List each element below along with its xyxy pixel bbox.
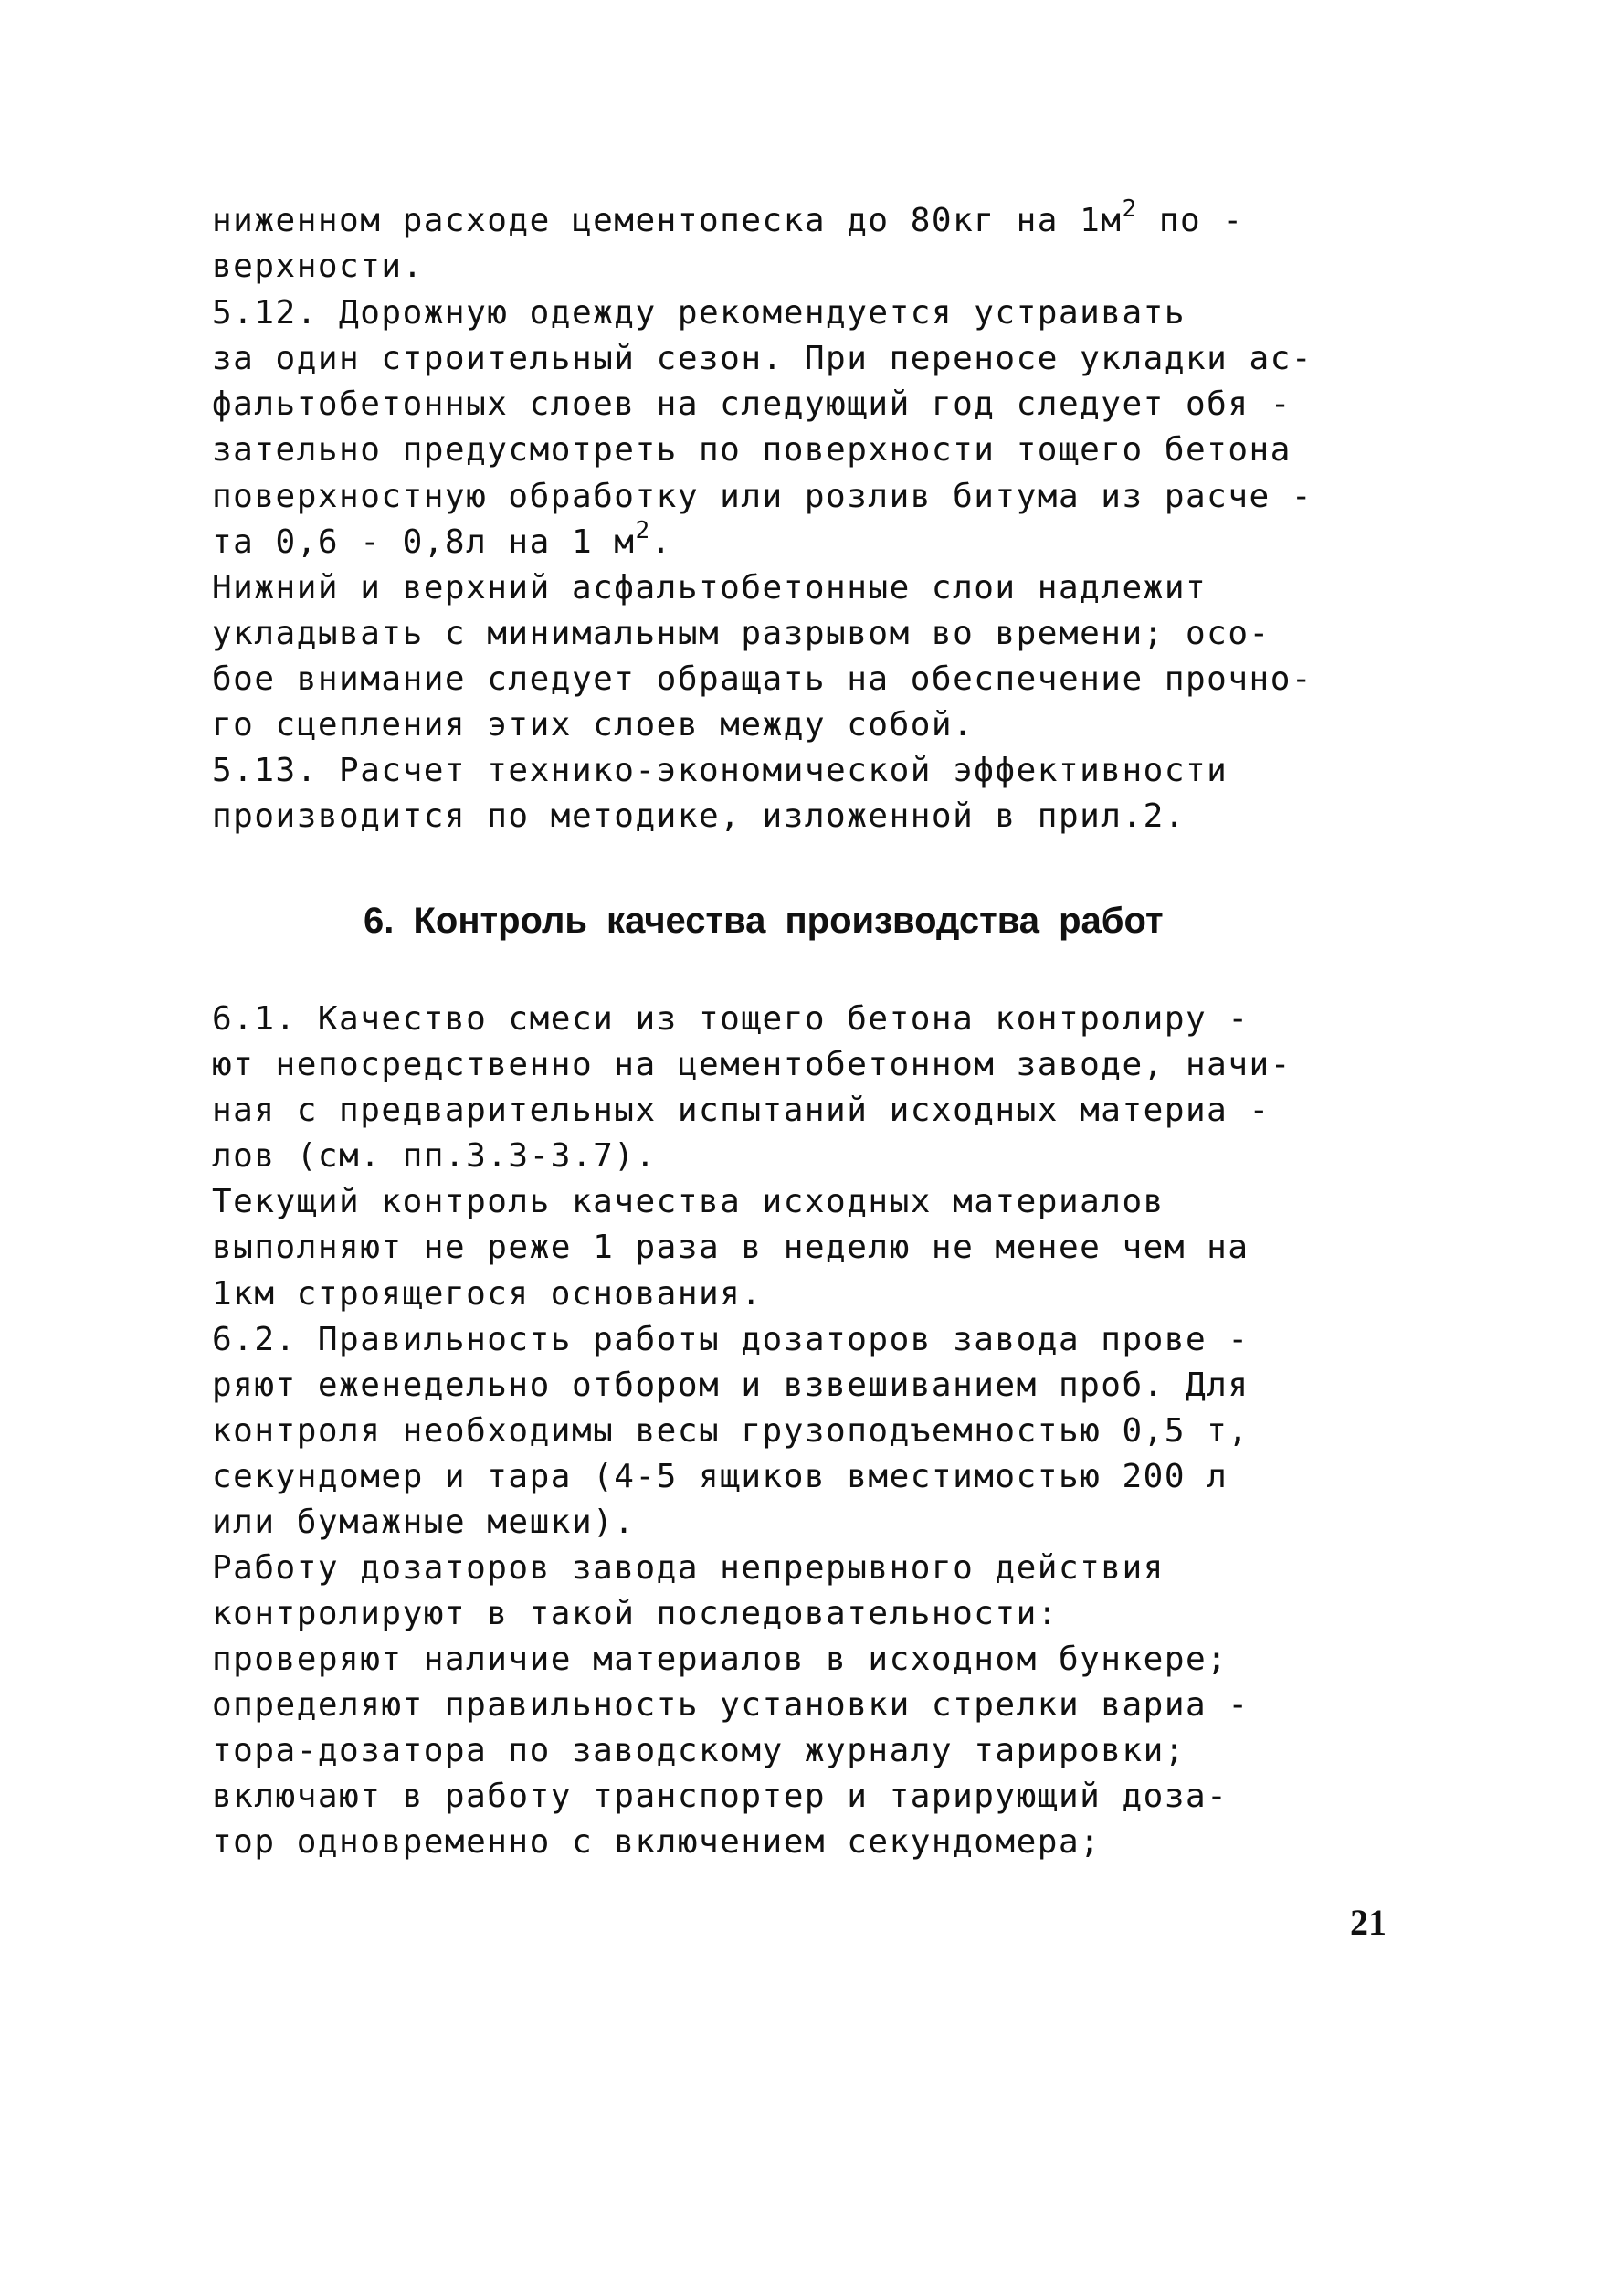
text-line: ная с предварительных испытаний исходных материа - — [212, 1092, 1271, 1129]
text-line: 5.13. Расчет технико-экономической эффективности — [212, 752, 1229, 789]
text-line: фальтобетонных слоев на следующий год следует обя - — [212, 385, 1292, 423]
text-line: та 0,6 - 0,8л на 1 $м^2$. — [212, 517, 672, 561]
text-line: 5.12. Дорожную одежду рекомендуется устраивать — [212, 294, 1186, 332]
text-line: за один строительный сезон. При переносе укладки ас- — [212, 340, 1313, 377]
text-line: Нижний и верхний асфальтобетонные слои надлежит — [212, 569, 1207, 607]
text-line: верхности. — [212, 248, 424, 285]
text-line: тор одновременно с включением секундомера; — [212, 1823, 1102, 1861]
text-line: го сцепления этих слоев между собой. — [212, 706, 975, 744]
text-line: проверяют наличие материалов в исходном бункере; — [212, 1641, 1229, 1678]
text-line: укладывать с минимальным разрывом во времени; осо- — [212, 615, 1271, 652]
text-line: поверхностную обработку или розлив битума из расче - — [212, 478, 1313, 515]
text-line: 6.1. Качество смеси из тощего бетона контролиру - — [212, 1000, 1250, 1038]
text-line: тора-дозатора по заводскому журналу тарировки; — [212, 1732, 1186, 1769]
text-line: ниженном расходе цементопеска до 80кг на $1м^2$ по - — [212, 195, 1244, 239]
text-line: лов (см. пп.3.3-3.7). — [212, 1137, 657, 1175]
text-line: ряют еженедельно отбором и взвешиванием проб. Для — [212, 1367, 1250, 1404]
text-line: контролируют в такой последовательности: — [212, 1595, 1059, 1632]
text-line: ют непосредственно на цементобетонном заводе, начи- — [212, 1046, 1292, 1083]
text-line: 6.2. Правильность работы дозаторов завода прове - — [212, 1321, 1250, 1358]
text-line: определяют правильность установки стрелки вариа - — [212, 1686, 1250, 1724]
section-heading: 6. Контроль качества производства работ — [364, 901, 1164, 941]
text-line: секундомер и тара (4-5 ящиков вместимостью 200 л — [212, 1458, 1229, 1495]
text-line: 1км строящегося основания. — [212, 1275, 763, 1313]
text-line: Текущий контроль качества исходных материалов — [212, 1183, 1165, 1220]
text-line: бое внимание следует обращать на обеспечение прочно- — [212, 660, 1313, 698]
text-line: производится по методике, изложенной в прил.2. — [212, 797, 1186, 835]
text-line: Работу дозаторов завода непрерывного действия — [212, 1549, 1165, 1587]
text-line: включают в работу транспортер и тарирующий доза- — [212, 1778, 1229, 1815]
page-number: 21 — [1350, 1902, 1387, 1943]
text-line: зательно предусмотреть по поверхности тощего бетона — [212, 431, 1292, 469]
text-line: выполняют не реже 1 раза в неделю не менее чем на — [212, 1229, 1250, 1266]
text-line: контроля необходимы весы грузоподъемностью 0,5 т, — [212, 1412, 1250, 1450]
text-line: или бумажные мешки). — [212, 1504, 636, 1541]
